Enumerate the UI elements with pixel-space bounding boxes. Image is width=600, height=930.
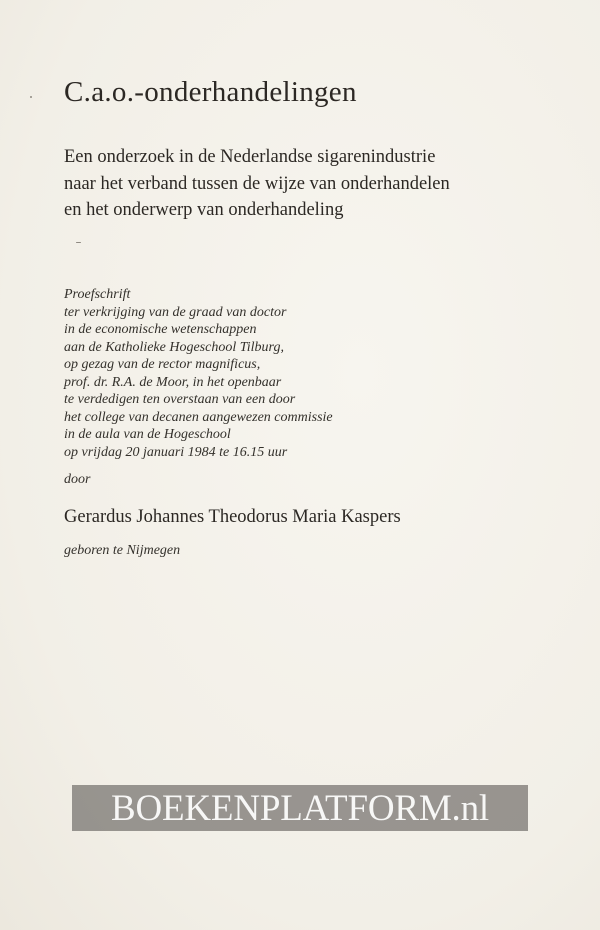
author-name: Gerardus Johannes Theodorus Maria Kaspers <box>64 507 401 527</box>
door-label: door <box>64 472 91 487</box>
thesis-line: ter verkrijging van de graad van doctor <box>64 304 287 320</box>
thesis-line: in de economische wetenschappen <box>64 322 257 337</box>
paper-speck <box>30 96 32 98</box>
thesis-statement <box>64 286 333 461</box>
thesis-line: op gezag van de rector magnificus, <box>64 357 261 372</box>
thesis-line: op vrijdag 20 januari 1984 te 16.15 uur <box>64 444 288 460</box>
thesis-line: Proefschrift <box>64 287 131 302</box>
watermark-text: BOEKENPLATFORM.nl <box>111 787 489 829</box>
thesis-line: het college van decanen aangewezen commissie <box>64 409 333 425</box>
subtitle-line: en het onderwerp van onderhandeling <box>64 200 344 220</box>
thesis-line: aan de Katholieke Hogeschool Tilburg, <box>64 339 284 355</box>
birthplace: geboren te Nijmegen <box>64 543 181 558</box>
subtitle-line: naar het verband tussen de wijze van onderhandelen <box>64 173 450 194</box>
subtitle-line: Een onderzoek in de Nederlandse sigarenindustrie <box>64 147 436 167</box>
page-title: C.a.o.-onderhandelingen <box>64 76 357 108</box>
thesis-line: in de aula van de Hogeschool <box>64 427 231 442</box>
watermark-banner <box>72 785 528 831</box>
thesis-line: prof. dr. R.A. de Moor, in het openbaar <box>64 374 282 390</box>
paper-speck <box>76 242 81 243</box>
thesis-line: te verdedigen ten overstaan van een door <box>64 392 296 407</box>
subtitle <box>64 144 564 224</box>
